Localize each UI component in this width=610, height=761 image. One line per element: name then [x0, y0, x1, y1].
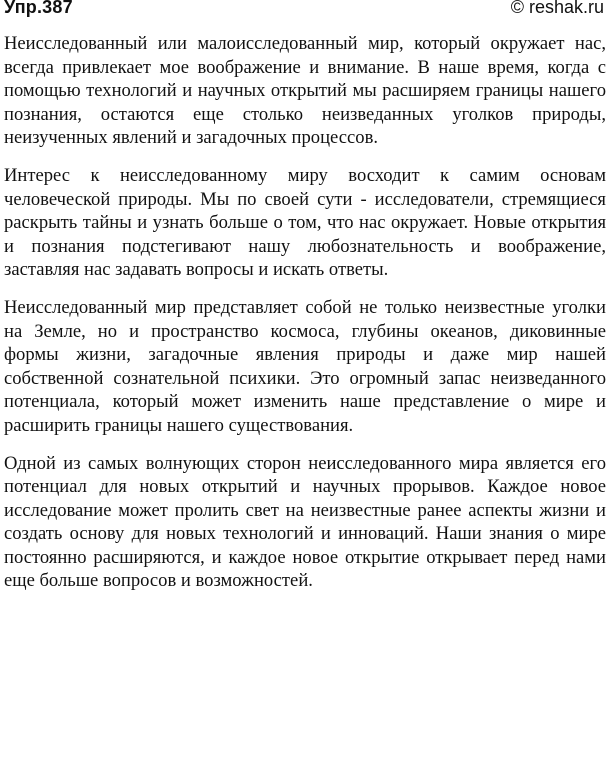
source-mark: © reshak.ru	[510, 0, 604, 17]
text-body	[4, 32, 606, 593]
paragraph: Неисследованный или малоисследованный мир, который окружает нас, всегда привлекает мое воображение и внимание. В наше время, когда с помощью технологий и научных открытий мы расширяем границы нашего познания, остаются еще столько неизведанных уголков природы, неизученных явлений и загадочных процессов.	[4, 33, 606, 149]
page-header	[4, 0, 606, 18]
exercise-title: Упр.387	[4, 0, 73, 17]
paragraph: Интерес к неисследованному миру восходит к самим основам человеческой природы. Мы по своей сути - исследователи, стремящиеся раскрыть тайны и узнать больше о том, что нас окружает. Новые открытия и познания подстегивают нашу любознательность и воображение, заставляя нас задавать вопросы и искать ответы.	[4, 164, 606, 281]
paragraph: Неисследованный мир представляет собой не только неизвестные уголки на Земле, но и пространство космоса, глубины океанов, диковинные формы жизни, загадочные явления природы и даже мир нашей собственной сознательной психики. Это огромный запас неизведанного потенциала, который может изменить наше представление о мире и расширить границы нашего существования.	[4, 296, 606, 436]
paragraph: Одной из самых волнующих сторон неисследованного мира является его потенциал для новых открытий и научных прорывов. Каждое новое исследование может пролить свет на неизвестные ранее аспекты жизни и создать основу для новых технологий и инноваций. Наши знания о мире постоянно расширяются, и каждое новое открытие открывает перед нами еще больше вопросов и возможностей.	[4, 452, 606, 592]
